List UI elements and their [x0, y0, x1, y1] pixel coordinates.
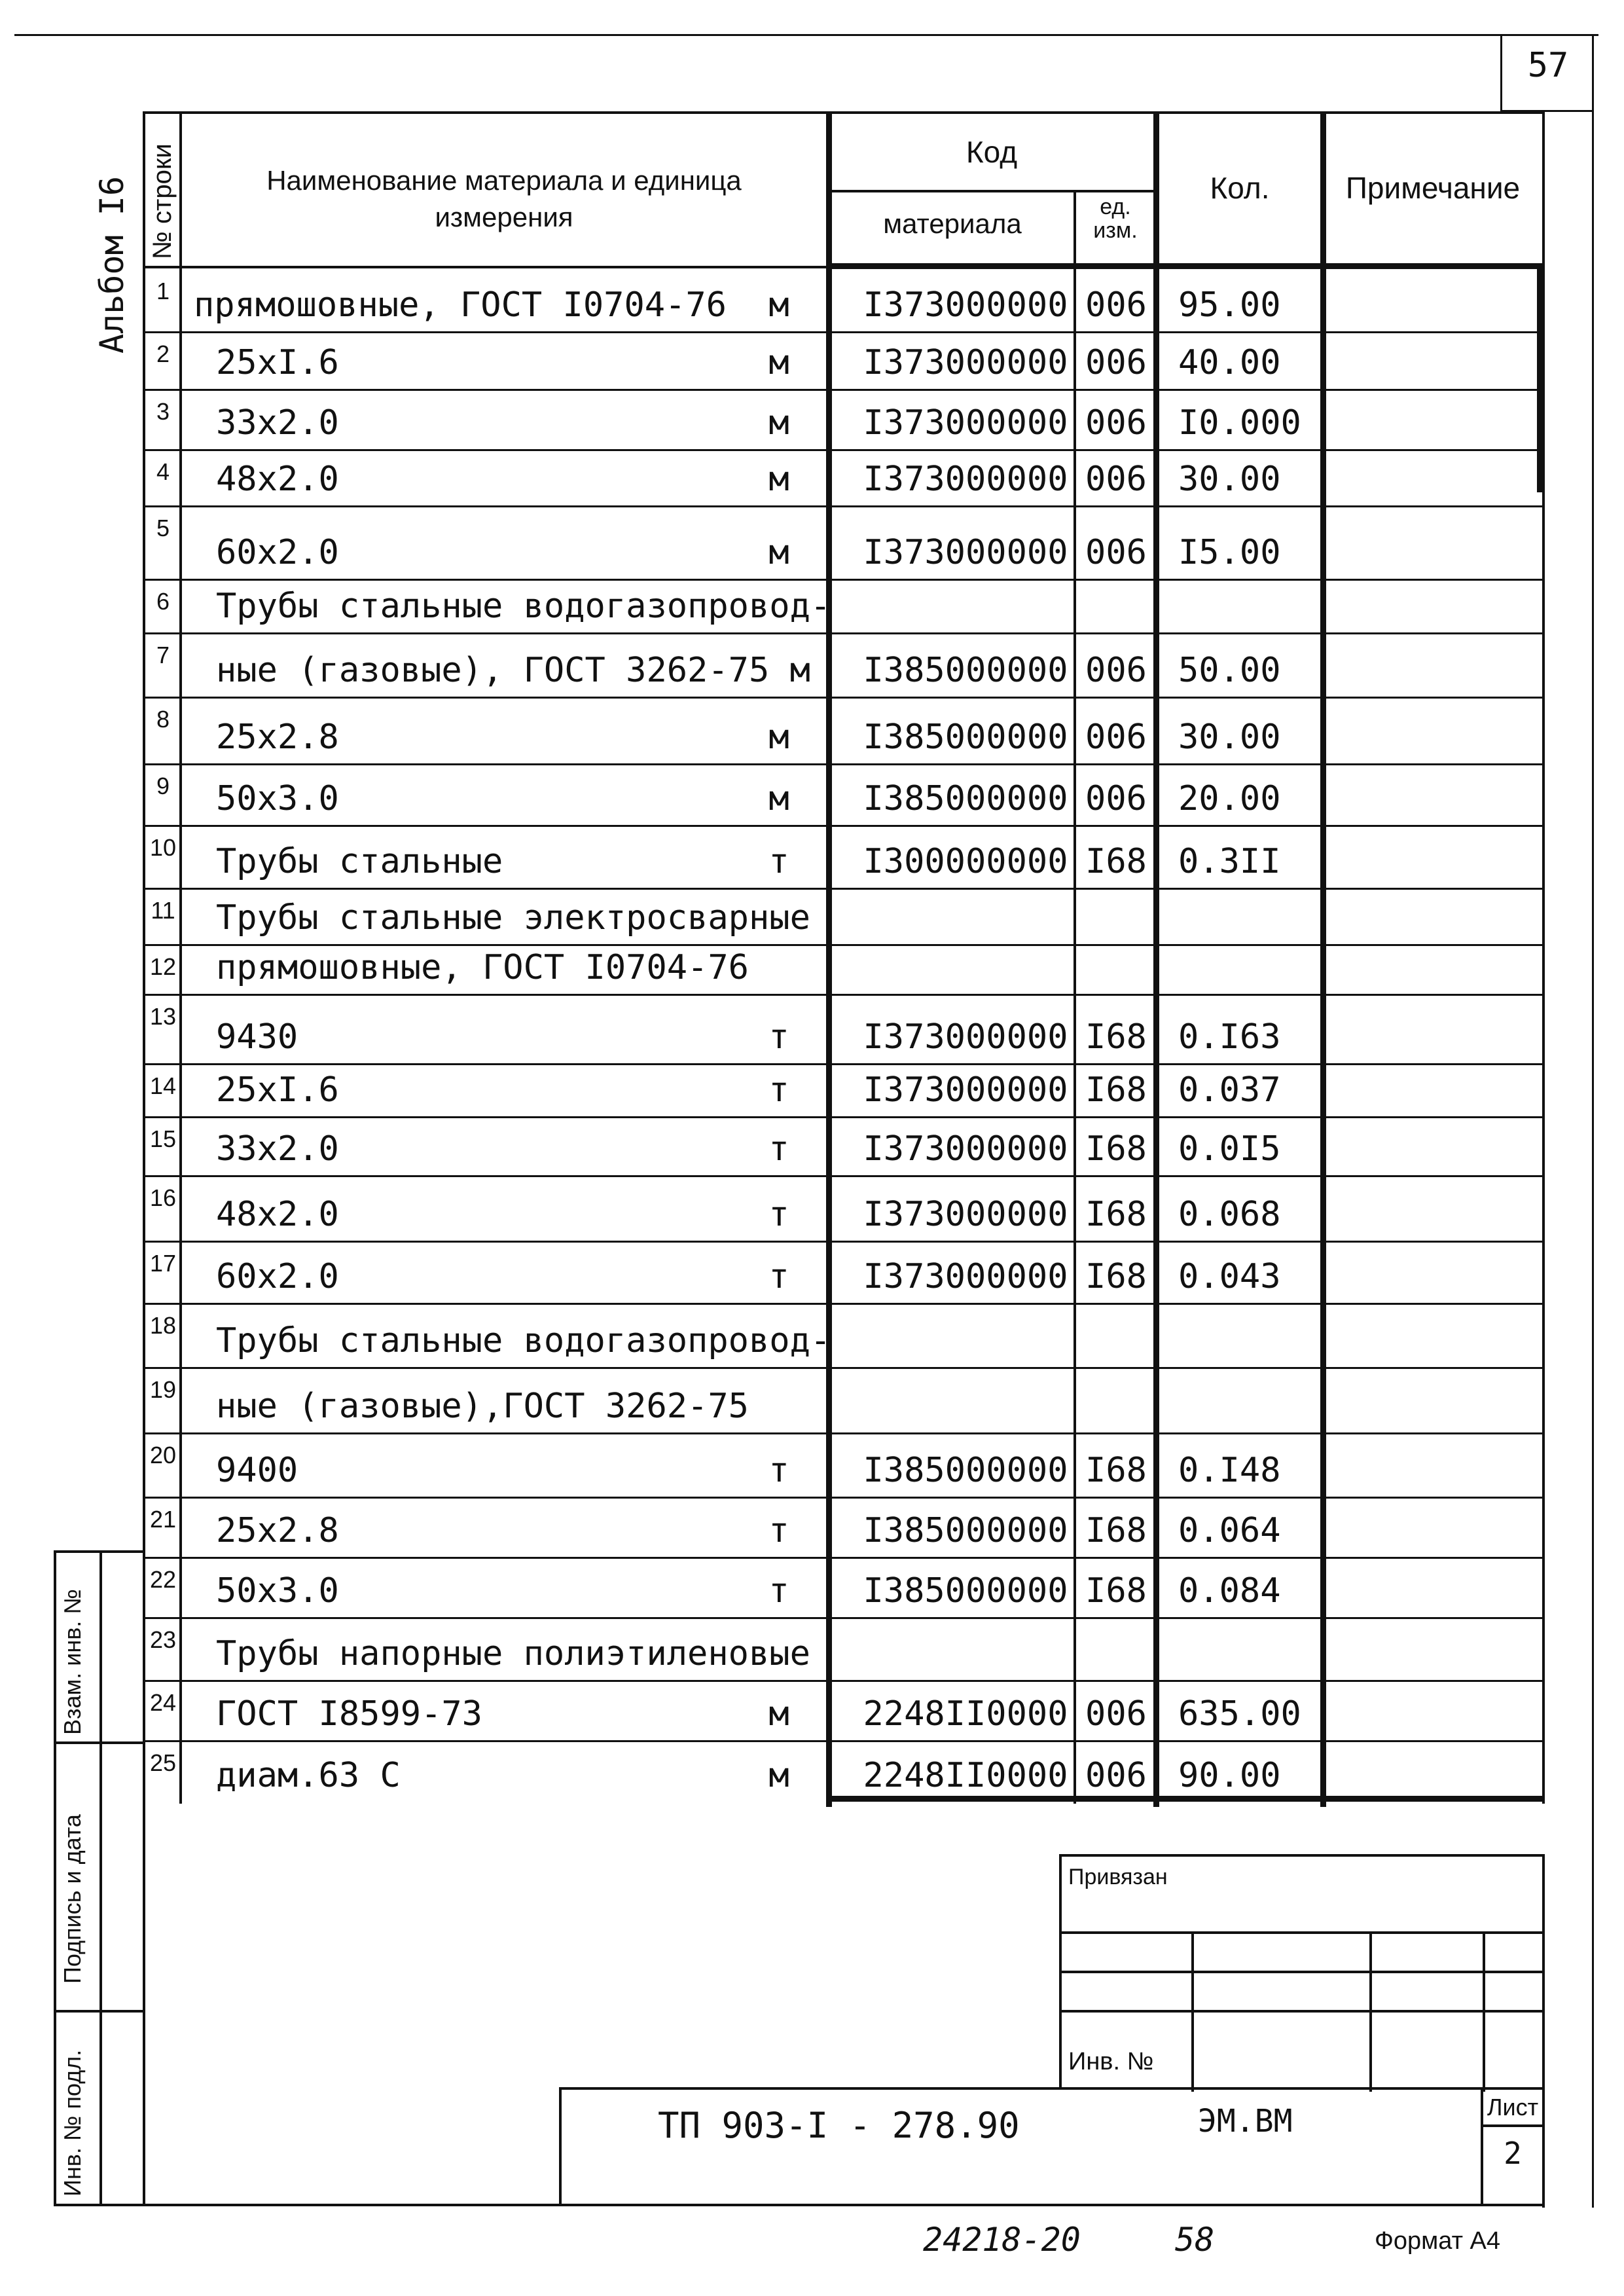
- row-unit: м: [768, 1756, 789, 1795]
- row-quantity: 0.043: [1178, 1257, 1281, 1296]
- title-left-line: [559, 2087, 562, 2205]
- sheet-number-box-left: [1500, 34, 1502, 111]
- stamp-inv-orig: Инв. № подл.: [59, 2049, 86, 2196]
- row-material-name: 50x3.0: [216, 1571, 339, 1611]
- code-sub-header-line: [826, 190, 1157, 192]
- row-material-code: I373000000: [863, 343, 1068, 382]
- row-material-code: I373000000: [863, 1195, 1068, 1234]
- row-separator: [143, 1497, 1543, 1499]
- row-separator: [143, 1175, 1543, 1177]
- sheet-label: Лист: [1487, 2094, 1539, 2121]
- title-top-line: [559, 2087, 1543, 2090]
- row-material-name: 60x2.0: [216, 533, 339, 572]
- row-material-name: Трубы стальные электросварные: [216, 898, 810, 938]
- row-quantity: 0.037: [1178, 1070, 1281, 1110]
- row-material-name: Трубы стальные: [216, 842, 503, 881]
- row-material-name: ГОСТ I8599-73: [216, 1694, 482, 1734]
- row-separator: [143, 944, 1543, 946]
- row-number: 2: [156, 340, 170, 367]
- row-material-code: I373000000: [863, 1017, 1068, 1057]
- row-separator: [143, 1557, 1543, 1559]
- header-quantity: Кол.: [1210, 171, 1270, 205]
- row-separator: [143, 1740, 1543, 1742]
- header-note: Примечание: [1345, 171, 1521, 205]
- row-unit: м: [768, 533, 789, 572]
- row-quantity: 90.00: [1178, 1756, 1281, 1795]
- row-number: 1: [156, 278, 170, 304]
- hand-page: 58: [1175, 2221, 1215, 2259]
- tied-line-1: [1059, 1931, 1543, 1934]
- table-left-line: [143, 111, 145, 2206]
- row-unit-code: I68: [1085, 1257, 1147, 1296]
- tied-col-3: [1483, 1931, 1485, 2092]
- row-material-name: ные (газовые),ГОСТ 3262-75: [216, 1387, 749, 1426]
- row-quantity: 0.084: [1178, 1571, 1281, 1611]
- header-code-unit: ед. изм.: [1093, 194, 1138, 243]
- tied-right-line: [1542, 1854, 1545, 2208]
- table-top-line: [143, 111, 1543, 114]
- stamp-mid-line: [99, 1550, 102, 2205]
- row-unit: т: [768, 842, 789, 881]
- tied-label: Привязан: [1068, 1865, 1168, 1889]
- row-number: 12: [149, 953, 177, 980]
- row-separator: [143, 888, 1543, 890]
- row-quantity: 0.068: [1178, 1195, 1281, 1234]
- row-separator: [143, 1116, 1543, 1118]
- row-separator: [143, 1303, 1543, 1305]
- row-quantity: 0.I48: [1178, 1451, 1281, 1490]
- row-number: 9: [156, 773, 170, 799]
- row-unit-code: 006: [1085, 779, 1147, 818]
- row-unit-code: 006: [1085, 285, 1147, 325]
- row-quantity: 50.00: [1178, 651, 1281, 690]
- row-unit: т: [768, 1195, 789, 1234]
- row-separator: [143, 697, 1543, 699]
- row-unit: т: [768, 1571, 789, 1611]
- row-material-name: диам.63 С: [216, 1756, 401, 1795]
- row-number: 25: [149, 1749, 177, 1776]
- row-separator: [143, 331, 1543, 333]
- row-unit-code: I68: [1085, 1451, 1147, 1490]
- row-separator: [143, 1241, 1543, 1243]
- row-separator: [143, 579, 1543, 581]
- row-material-code: I373000000: [863, 1129, 1068, 1169]
- inv-no-label: Инв. №: [1068, 2048, 1154, 2075]
- row-unit: м: [768, 343, 789, 382]
- designation: ТП 903-I - 278.90: [658, 2105, 1020, 2146]
- tied-col-2: [1369, 1931, 1372, 2092]
- row-material-code: I300000000: [863, 842, 1068, 881]
- row-unit: м: [768, 779, 789, 818]
- table-right-thick-line: [1537, 263, 1543, 492]
- header-code: Код: [965, 135, 1018, 169]
- row-material-code: I373000000: [863, 533, 1068, 572]
- row-material-name: 48x2.0: [216, 460, 339, 499]
- row-material-code: I373000000: [863, 1070, 1068, 1110]
- sheet-number-top: 57: [1527, 46, 1569, 85]
- row-unit: т: [768, 1017, 789, 1057]
- header-name: Наименование материала и единица измерения: [266, 165, 742, 232]
- row-unit-code: I68: [1085, 1195, 1147, 1234]
- row-material-name: 25xI.6: [216, 1070, 339, 1110]
- row-number: 19: [149, 1376, 177, 1403]
- row-material-name: 33x2.0: [216, 403, 339, 443]
- row-material-name: ные (газовые), ГОСТ 3262-75 м: [216, 651, 810, 690]
- row-separator: [143, 763, 1543, 765]
- stamp-swap-inv: Взам. инв. №: [59, 1588, 86, 1735]
- row-unit-code: 006: [1085, 343, 1147, 382]
- row-number: 4: [156, 458, 170, 485]
- row-unit-code: 006: [1085, 651, 1147, 690]
- row-material-name: прямошовные, ГОСТ I0704-76: [216, 948, 749, 987]
- row-material-code: 2248II0000: [863, 1756, 1068, 1795]
- row-number: 6: [156, 588, 170, 615]
- row-number: 16: [149, 1184, 177, 1211]
- row-material-name: Трубы напорные полиэтиленовые: [216, 1634, 810, 1673]
- row-unit-code: 006: [1085, 460, 1147, 499]
- row-quantity: 0.064: [1178, 1511, 1281, 1550]
- row-quantity: 0.3II: [1178, 842, 1281, 881]
- row-material-code: I373000000: [863, 285, 1068, 325]
- tied-top-line: [1059, 1854, 1543, 1857]
- row-quantity: 95.00: [1178, 285, 1281, 325]
- row-material-code: I385000000: [863, 1451, 1068, 1490]
- row-unit-code: I68: [1085, 1070, 1147, 1110]
- row-unit: т: [768, 1070, 789, 1110]
- row-number: 8: [156, 706, 170, 733]
- right-border-line: [1592, 34, 1594, 2208]
- row-unit-code: 006: [1085, 403, 1147, 443]
- row-separator: [143, 1680, 1543, 1682]
- row-quantity: 40.00: [1178, 343, 1281, 382]
- sheet-value: 2: [1504, 2136, 1522, 2171]
- row-number: 3: [156, 398, 170, 425]
- row-unit: м: [768, 285, 789, 325]
- row-material-code: I373000000: [863, 460, 1068, 499]
- tied-col-1: [1191, 1931, 1194, 2092]
- row-unit-code: 006: [1085, 533, 1147, 572]
- row-number: 22: [149, 1566, 177, 1593]
- row-material-code: I385000000: [863, 779, 1068, 818]
- row-number: 17: [149, 1250, 177, 1277]
- row-separator: [143, 505, 1543, 507]
- row-unit-code: 006: [1085, 718, 1147, 757]
- row-unit: т: [768, 1129, 789, 1169]
- row-material-name: 25xI.6: [216, 343, 339, 382]
- row-unit-code: 006: [1085, 1694, 1147, 1734]
- row-separator: [143, 632, 1543, 634]
- row-quantity: 0.I63: [1178, 1017, 1281, 1057]
- row-unit: м: [768, 718, 789, 757]
- row-unit: м: [768, 1694, 789, 1734]
- row-material-name: 50x3.0: [216, 779, 339, 818]
- row-separator: [143, 449, 1543, 451]
- row-separator: [143, 825, 1543, 827]
- row-material-name: 33x2.0: [216, 1129, 339, 1169]
- code-col-left-line: [826, 111, 832, 1807]
- tied-line-2: [1059, 1971, 1543, 1973]
- header-code-material: материала: [883, 208, 1022, 239]
- row-unit: т: [768, 1511, 789, 1550]
- row-unit-code: I68: [1085, 1017, 1147, 1057]
- row-quantity: I0.000: [1178, 403, 1301, 443]
- row-separator: [143, 389, 1543, 391]
- row-material-name: 9430: [216, 1017, 298, 1057]
- row-material-code: 2248II0000: [863, 1694, 1068, 1734]
- row-number: 11: [151, 897, 175, 924]
- row-unit-code: I68: [1085, 1571, 1147, 1611]
- top-border-line: [14, 34, 1598, 36]
- row-number: 18: [149, 1312, 177, 1339]
- row-unit-code: I68: [1085, 1129, 1147, 1169]
- row-material-name: 25x2.8: [216, 1511, 339, 1550]
- row-number: 5: [156, 515, 170, 541]
- row-material-code: I373000000: [863, 403, 1068, 443]
- row-number: 21: [149, 1506, 177, 1533]
- row-number: 20: [149, 1442, 177, 1468]
- row-quantity: 635.00: [1178, 1694, 1301, 1734]
- row-quantity: 20.00: [1178, 779, 1281, 818]
- row-separator: [143, 1063, 1543, 1065]
- header-row-no: № строки: [148, 143, 177, 259]
- row-separator: [143, 1432, 1543, 1434]
- row-unit-code: 006: [1085, 1756, 1147, 1795]
- album-label: Альбом I6: [93, 176, 131, 354]
- qty-col-left-line: [1153, 111, 1159, 1807]
- row-number: 23: [149, 1626, 177, 1653]
- doc-mark: ЭМ.ВМ: [1198, 2103, 1293, 2140]
- row-material-name: 48x2.0: [216, 1195, 339, 1234]
- stamp-left-line: [54, 1550, 56, 2205]
- row-quantity: I5.00: [1178, 533, 1281, 572]
- row-number: 10: [149, 834, 177, 861]
- row-number: 15: [149, 1125, 177, 1152]
- row-unit-code: I68: [1085, 1511, 1147, 1550]
- table-bottom-thick-line: [826, 1796, 1543, 1802]
- format-label: Формат А4: [1375, 2227, 1501, 2255]
- row-number: 13: [149, 1003, 177, 1030]
- row-unit: м: [768, 403, 789, 443]
- row-material-name: 60x2.0: [216, 1257, 339, 1296]
- stamp-bottom-line: [54, 2204, 1543, 2206]
- row-material-name: 9400: [216, 1451, 298, 1490]
- stamp-sign-date: Подпись и дата: [59, 1814, 86, 1984]
- row-number: 24: [149, 1689, 177, 1716]
- row-unit: т: [768, 1451, 789, 1490]
- tied-line-3: [1059, 2010, 1543, 2013]
- row-unit-code: I68: [1085, 842, 1147, 881]
- row-quantity: 30.00: [1178, 718, 1281, 757]
- row-material-name: Трубы стальные водогазопровод-: [216, 1321, 831, 1360]
- row-material-name: 25x2.8: [216, 718, 339, 757]
- sheet-label-line: [1481, 2124, 1543, 2127]
- row-material-code: I385000000: [863, 718, 1068, 757]
- stamp-div-2: [54, 2010, 145, 2013]
- row-material-code: I373000000: [863, 1257, 1068, 1296]
- row-quantity: 30.00: [1178, 460, 1281, 499]
- row-separator: [143, 994, 1543, 996]
- row-quantity: 0.0I5: [1178, 1129, 1281, 1169]
- row-material-code: I385000000: [863, 1571, 1068, 1611]
- row-separator: [143, 1617, 1543, 1619]
- row-material-name: прямошовные, ГОСТ I0704-76: [194, 285, 727, 325]
- hand-number: 24218-20: [923, 2221, 1081, 2259]
- row-material-name: Трубы стальные водогазопровод-: [216, 587, 831, 626]
- stamp-div-1: [54, 1741, 145, 1744]
- row-number: 14: [149, 1072, 177, 1099]
- row-separator: [143, 1367, 1543, 1369]
- row-unit: м: [768, 460, 789, 499]
- row-number: 7: [156, 642, 170, 668]
- row-material-code: I385000000: [863, 1511, 1068, 1550]
- code-unit-col-line: [1074, 190, 1076, 1804]
- row-material-code: I385000000: [863, 651, 1068, 690]
- code-top-thick-line: [826, 263, 1543, 269]
- row-unit: т: [768, 1257, 789, 1296]
